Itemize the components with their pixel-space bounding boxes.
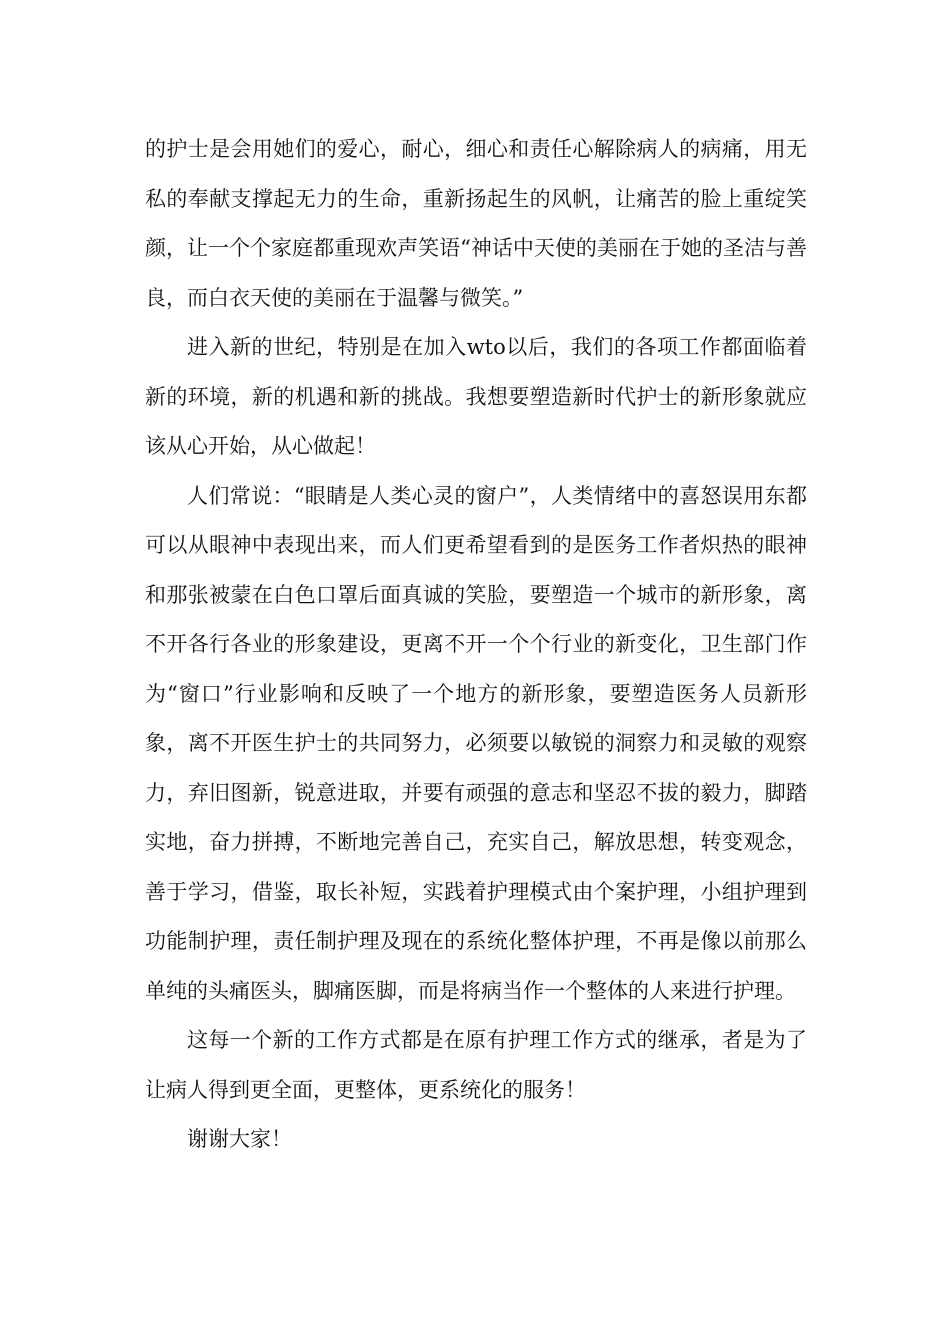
paragraph-continuation: 的护士是会用她们的爱心，耐心，细心和责任心解除病人的病痛，用无私的奉献支撑起无力的生命，重新扬起生的风帆，让痛苦的脸上重绽笑颜，让一个个家庭都重现欢声笑语“神话中天使的美丽在于她的圣洁与善良，而白衣天使的美丽在于温馨与微笑。” — [145, 137, 807, 310]
paragraph-new-work-methods: 这每一个新的工作方式都是在原有护理工作方式的继承，者是为了让病人得到更全面，更整体，更系统化的服务！ — [145, 1028, 807, 1102]
paragraph-thanks: 谢谢大家！ — [187, 1127, 292, 1151]
paragraph-eyes-window: 人们常说：“眼睛是人类心灵的窗户”，人类情绪中的喜怒误用东都可以从眼神中表现出来，而人们更希望看到的是医务工作者炽热的眼神和那张被蒙在白色口罩后面真诚的笑脸，要塑造一个城市的新形象，离不开各行各业的形象建设，更离不开一个个行业的新变化，卫生部门作为“窗口”行业影响和反映了一个地方的新形象，要塑造医务人员新形象，离不开医生护士的共同努力，必须要以敏锐的洞察力和灵敏的观察力，弃旧图新，锐意进取，并要有顽强的意志和坚忍不拔的毅力，脚踏实地，奋力拼搏，不断地完善自己，充实自己，解放思想，转变观念，善于学习，借鉴，取长补短，实践着护理模式由个案护理，小组护理到功能制护理，责任制护理及现在的系统化整体护理，不再是像以前那么单纯的头痛医头，脚痛医脚，而是将病当作一个整体的人来进行护理。 — [145, 483, 807, 1003]
document-body — [145, 125, 807, 1165]
paragraph-new-century: 进入新的世纪，特别是在加入wto以后，我们的各项工作都面临着新的环境，新的机遇和新的挑战。我想要塑造新时代护士的新形象就应该从心开始，从心做起！ — [145, 335, 807, 458]
